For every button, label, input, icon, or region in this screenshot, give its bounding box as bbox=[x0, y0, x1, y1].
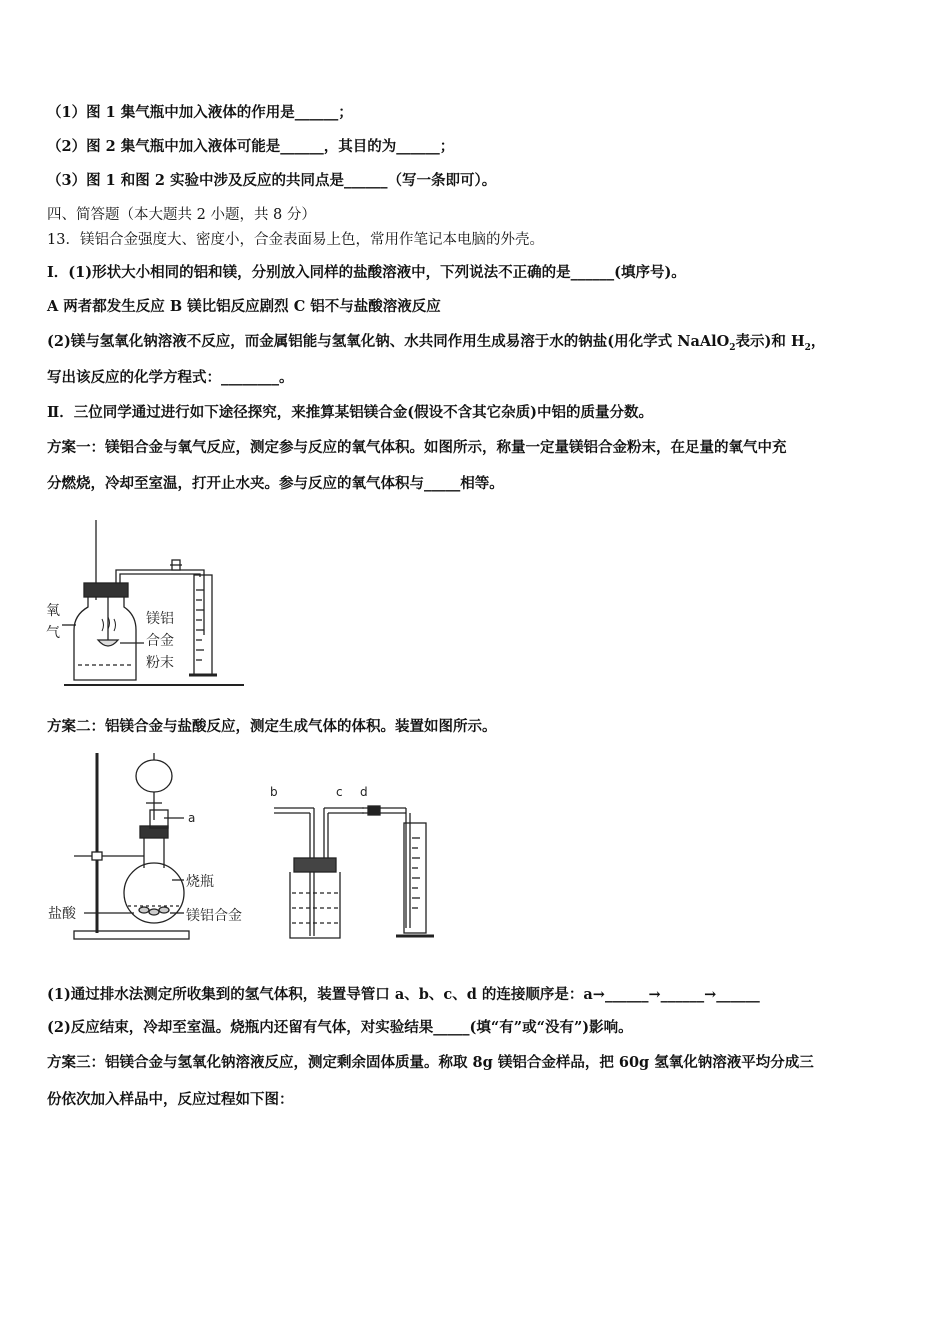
part-1-question-2: (2)镁与氢氧化钠溶液不反应，而金属铝能与氢氧化钠、水共同作用生成易溶于水的钠盐(用化学式 NaAlO$_2$表示)和 $H_2$， bbox=[47, 333, 826, 353]
figure-2-hydrochloric-acid-apparatus bbox=[44, 748, 464, 948]
plan-3-line-2: 份依次加入样品中，反应过程如下图： bbox=[47, 1091, 294, 1108]
question-2: （2）图 2 集气瓶中加入液体可能是______，其目的为______； bbox=[47, 138, 455, 155]
plan-2-intro: 方案二：铝镁合金与盐酸反应，测定生成气体的体积。装置如图所示。 bbox=[47, 718, 497, 735]
part-1-question-2-line2: 写出该反应的化学方程式：________。 bbox=[47, 369, 294, 386]
plan-1-line-2: 分燃烧，冷却至室温，打开止水夹。参与反应的氧气体积与_____相等。 bbox=[47, 475, 504, 492]
answer-options: A 两者都发生反应 B 镁比铝反应剧烈 C 铝不与盐酸溶液反应 bbox=[47, 298, 441, 315]
alloy-label-3: 粉末 bbox=[146, 655, 174, 671]
problem-13-intro: 13．镁铝合金强度大、密度小，合金表面易上色，常用作笔记本电脑的外壳。 bbox=[47, 232, 544, 248]
alloy-label-2: 合金 bbox=[146, 633, 174, 649]
tube-b-label: b bbox=[270, 785, 278, 799]
tube-d-label: d bbox=[360, 785, 368, 799]
part-1-question-1: Ⅰ．(1)形状大小相同的铝和镁，分别放入同样的盐酸溶液中，下列说法不正确的是______(填序号)。 bbox=[47, 264, 686, 281]
plan-3-line-1: 方案三：铝镁合金与氢氧化钠溶液反应，测定剩余固体质量。称取 8g 镁铝合金样品，把 60g 氢氧化钠溶液平均分成三 bbox=[47, 1054, 814, 1071]
alloy-label: 镁铝合金 bbox=[186, 908, 242, 924]
oxygen-label-2: 气 bbox=[46, 625, 60, 641]
plan-2-question-1: (1)通过排水法测定所收集到的氢气体积，装置导管口 a、b、c、d 的连接顺序是：a→______→______→______ bbox=[47, 986, 760, 1003]
question-3: （3）图 1 和图 2 实验中涉及反应的共同点是______（写一条即可）。 bbox=[47, 172, 497, 189]
tube-c-label: c bbox=[336, 785, 343, 799]
oxygen-label-1: 氧 bbox=[46, 603, 60, 619]
flask-label: 烧瓶 bbox=[186, 874, 214, 890]
figure-1-oxygen-apparatus bbox=[44, 515, 254, 690]
alloy-label-1: 镁铝 bbox=[146, 611, 174, 627]
plan-1-line-1: 方案一：镁铝合金与氧气反应，测定参与反应的氧气体积。如图所示，称量一定量镁铝合金粉末，在足量的氧气中充 bbox=[47, 439, 787, 456]
part-2-intro: Ⅱ．三位同学通过进行如下途径探究，来推算某铝镁合金(假设不含其它杂质)中铝的质量分数。 bbox=[47, 404, 653, 421]
question-1: （1）图 1 集气瓶中加入液体的作用是______； bbox=[47, 104, 353, 121]
acid-label: 盐酸 bbox=[48, 906, 76, 922]
section-heading: 四、简答题（本大题共 2 小题，共 8 分） bbox=[47, 207, 316, 223]
plan-2-question-2: (2)反应结束，冷却至室温。烧瓶内还留有气体，对实验结果_____(填“有”或“没有”)影响。 bbox=[47, 1019, 633, 1036]
tube-a-label: a bbox=[188, 811, 196, 825]
